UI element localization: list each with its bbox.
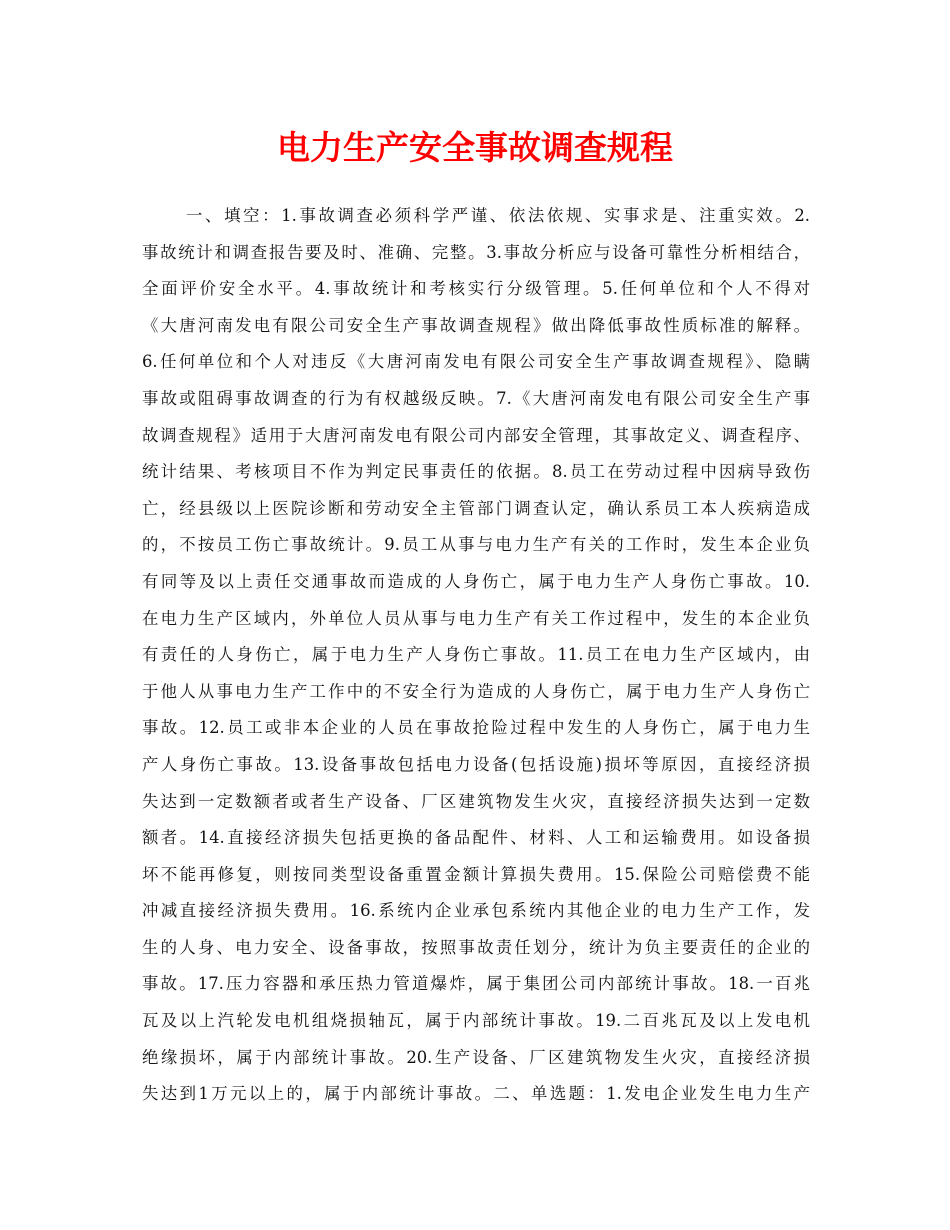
- body-line: 于他人从事电力生产工作中的不安全行为造成的人身伤亡，属于电力生产人身伤亡: [142, 681, 810, 701]
- body-line: 冲减直接经济损失费用。16.系统内企业承包系统内其他企业的电力生产工作，发: [142, 901, 810, 921]
- body-line: 失达到一定数额者或者生产设备、厂区建筑物发生火灾，直接经济损失达到一定数: [142, 791, 810, 811]
- body-line: 额者。14.直接经济损失包括更换的备品配件、材料、人工和运输费用。如设备损: [142, 828, 810, 848]
- body-line: 有同等及以上责任交通事故而造成的人身伤亡，属于电力生产人身伤亡事故。10.: [142, 571, 810, 591]
- body-line: 统计结果、考核项目不作为判定民事责任的依据。8.员工在劳动过程中因病导致伤: [142, 462, 810, 482]
- body-line: 事故或阻碍事故调查的行为有权越级反映。7.《大唐河南发电有限公司安全生产事: [142, 388, 810, 408]
- body-line: 绝缘损坏，属于内部统计事故。20.生产设备、厂区建筑物发生火灾，直接经济损: [142, 1047, 810, 1067]
- document-title: 电力生产安全事故调查规程: [277, 128, 673, 167]
- body-line: 事故。12.员工或非本企业的人员在事故抢险过程中发生的人身伤亡，属于电力生: [142, 718, 810, 738]
- body-line: 事故统计和调查报告要及时、准确、完整。3.事故分析应与设备可靠性分析相结合，: [142, 242, 810, 262]
- body-line: 事故。17.压力容器和承压热力管道爆炸，属于集团公司内部统计事故。18.一百兆: [142, 974, 810, 994]
- document-body: [142, 198, 810, 1113]
- body-line: 在电力生产区域内，外单位人员从事与电力生产有关工作过程中，发生的本企业负: [142, 608, 810, 628]
- body-line: 的，不按员工伤亡事故统计。9.员工从事与电力生产有关的工作时，发生本企业负: [142, 535, 810, 555]
- body-line: 坏不能再修复，则按同类型设备重置金额计算损失费用。15.保险公司赔偿费不能: [142, 864, 810, 884]
- body-line: 6.任何单位和个人对违反《大唐河南发电有限公司安全生产事故调查规程》、隐瞒: [142, 352, 810, 372]
- body-line: 有责任的人身伤亡，属于电力生产人身伤亡事故。11.员工在电力生产区域内，由: [142, 645, 810, 665]
- body-line: 《大唐河南发电有限公司安全生产事故调查规程》做出降低事故性质标准的解释。: [142, 315, 810, 335]
- body-line: 一、填空：1.事故调查必须科学严谨、依法依规、实事求是、注重实效。2.: [186, 206, 810, 225]
- body-line: 亡，经县级以上医院诊断和劳动安全主管部门调查认定，确认系员工本人疾病造成: [142, 498, 810, 518]
- body-line: 产人身伤亡事故。13.设备事故包括电力设备(包括设施)损坏等原因，直接经济损: [142, 754, 810, 774]
- body-line: 瓦及以上汽轮发电机组烧损轴瓦，属于内部统计事故。19.二百兆瓦及以上发电机: [142, 1011, 810, 1031]
- body-line: 全面评价安全水平。4.事故统计和考核实行分级管理。5.任何单位和个人不得对: [142, 279, 810, 299]
- body-line: 故调查规程》适用于大唐河南发电有限公司内部安全管理，其事故定义、调查程序、: [142, 425, 810, 445]
- body-line: 生的人身、电力安全、设备事故，按照事故责任划分，统计为负主要责任的企业的: [142, 937, 810, 957]
- body-line: 失达到1万元以上的，属于内部统计事故。二、单选题：1.发电企业发生电力生产: [142, 1084, 810, 1104]
